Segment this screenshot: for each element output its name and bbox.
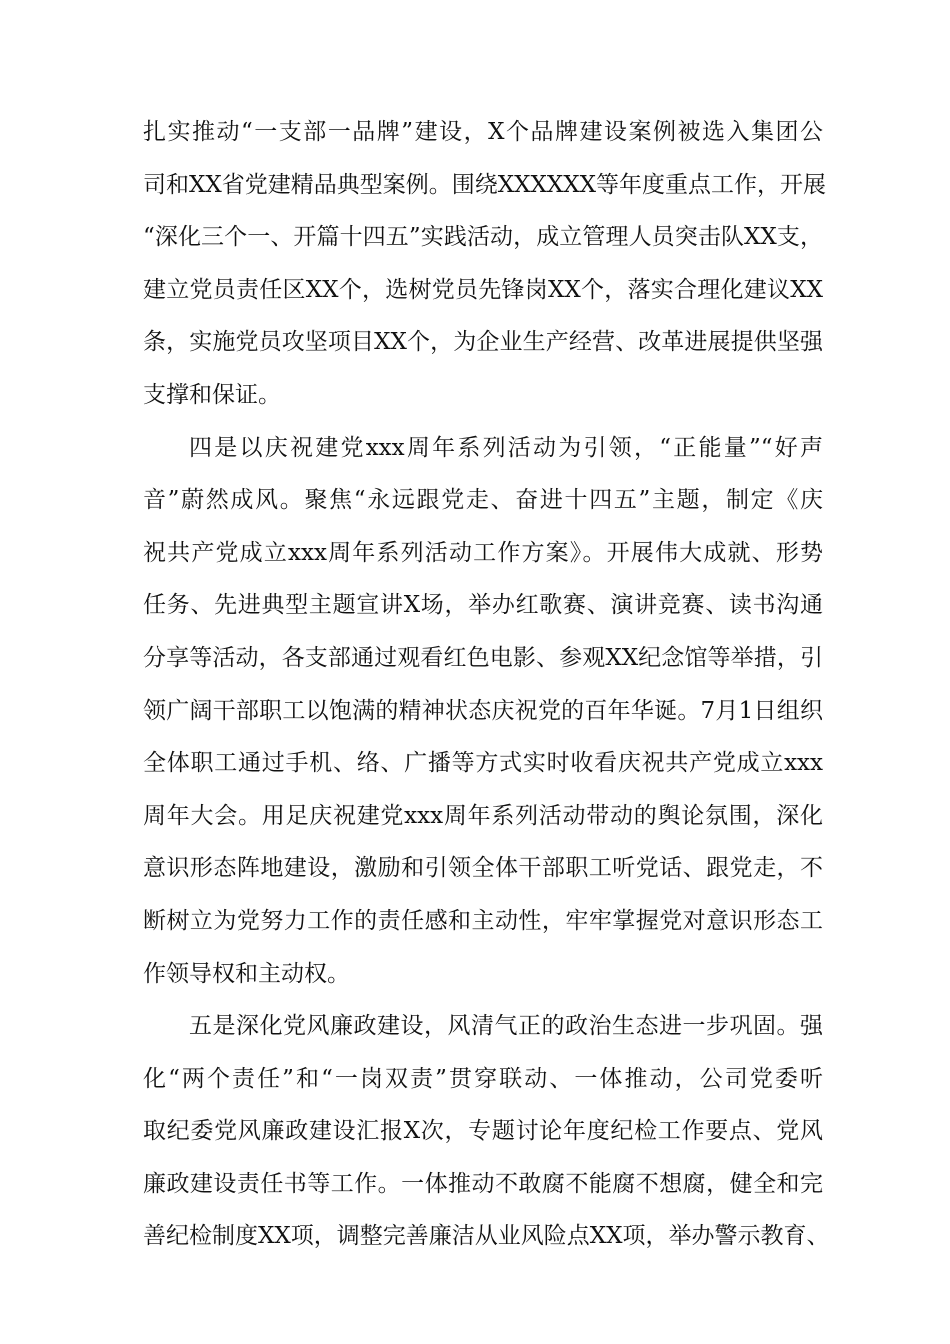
text-line: “深化三个一、开篇十四五”实践活动，成立管理人员突击队XX支， (143, 224, 823, 251)
text-line: 扎实推动“一支部一品牌”建设，X个品牌建设案例被选入集团公 (143, 119, 823, 145)
text-line: 作领导权和主动权。 (143, 960, 350, 987)
text-line: 条，实施党员攻坚项目XX个，为企业生产经营、改革进展提供坚强 (143, 329, 823, 356)
text-line: 廉政建设责任书等工作。一体推动不敢腐不能腐不想腐，健全和完 (143, 1170, 823, 1197)
text-line: 分享等活动，各支部通过观看红色电影、参观XX纪念馆等举措，引 (143, 644, 823, 671)
text-line: 周年大会。用足庆祝建党xxx周年系列活动带动的舆论氛围，深化 (143, 802, 823, 829)
text-line: 四是以庆祝建党xxx周年系列活动为引领，“正能量”“好声 (189, 434, 823, 461)
text-line: 祝共产党成立xxx周年系列活动工作方案》。开展伟大成就、形势 (143, 539, 823, 566)
text-line: 建立党员责任区XX个，选树党员先锋岗XX个，落实合理化建议XX (143, 276, 823, 303)
text-line: 取纪委党风廉政建设汇报X次，专题讨论年度纪检工作要点、党风 (143, 1118, 823, 1145)
text-line: 断树立为党努力工作的责任感和主动性，牢牢掌握党对意识形态工 (143, 907, 823, 934)
text-line: 意识形态阵地建设，激励和引领全体干部职工听党话、跟党走，不 (143, 855, 823, 882)
document-body (143, 106, 830, 1263)
paragraph-integrity-building (143, 1000, 830, 1263)
paragraph-brand-building (143, 106, 826, 422)
paragraph-anniversary-activities (143, 422, 823, 1001)
text-line: 善纪检制度XX项，调整完善廉洁从业风险点XX项，举办警示教育、 (143, 1223, 830, 1250)
text-line: 音”蔚然成风。聚焦“永远跟党走、奋进十四五”主题，制定《庆 (143, 487, 823, 514)
text-line: 五是深化党风廉政建设，风清气正的政治生态进一步巩固。强 (189, 1013, 823, 1040)
text-line: 全体职工通过手机、络、广播等方式实时收看庆祝共产党成立xxx (143, 750, 823, 777)
text-line: 领广阔干部职工以饱满的精神状态庆祝党的百年华诞。7月1日组织 (143, 697, 823, 724)
text-line: 任务、先进典型主题宣讲X场，举办红歌赛、演讲竞赛、读书沟通 (143, 592, 823, 619)
text-line: 化“两个责任”和“一岗双责”贯穿联动、一体推动，公司党委听 (143, 1065, 823, 1092)
text-line: 支撑和保证。 (143, 381, 281, 408)
text-line: 司和XX省党建精品典型案例。围绕XXXXXX等年度重点工作，开展 (143, 171, 826, 198)
